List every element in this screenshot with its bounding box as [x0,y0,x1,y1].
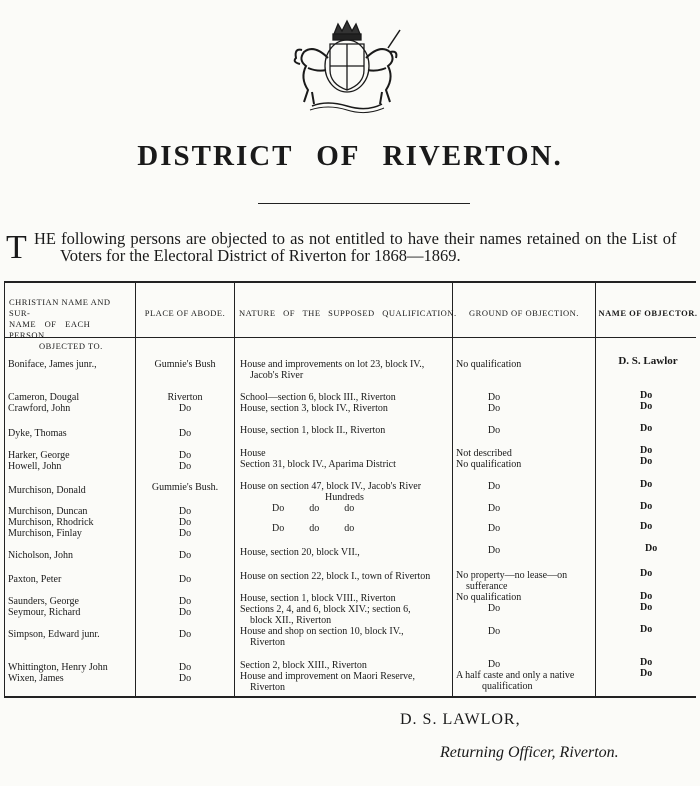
cell-objector: Do [640,401,653,412]
cell-objector: Do [640,668,653,679]
cell-qualification: Section 2, block XIII., Riverton [240,660,367,671]
cell-abode: Do [178,517,192,528]
cell-objector: Do [640,456,653,467]
header-name-line: NAME OF EACH PERSON [9,319,91,340]
header-name-line: OBJECTED TO. [39,341,103,351]
cell-abode: Gumnie's Bush [154,359,216,370]
cell-name: Simpson, Edward junr. [8,629,100,640]
cell-ground: Do [487,392,501,403]
intro-line-2: Voters for the Electoral District of Riverton for 1868—1869. [60,246,461,265]
cell-qualification: block XII., Riverton [250,615,332,626]
cell-name: Nicholson, John [8,550,73,561]
cell-ground: Do [487,626,501,637]
cell-ground: Do [487,659,501,670]
cell-qualification: House and shop on section 10, block IV., [240,626,404,637]
cell-name: Cameron, Dougal [8,392,80,403]
cell-name: Paxton, Peter [8,574,62,585]
cell-abode: Do [178,574,192,585]
cell-ground: sufferance [466,581,508,592]
signature-title: Returning Officer, Riverton. [440,744,619,761]
cell-abode: Do [178,629,192,640]
column-divider [452,283,453,696]
cell-qualification: House and improvements on lot 23, block IV., [240,359,425,370]
cell-qualification: Riverton [250,682,285,693]
header-qualification: NATURE OF THE SUPPOSED QUALIFICATION. [239,308,457,318]
cell-abode: Do [178,428,192,439]
cell-ground: Do [487,503,501,514]
cell-name: Murchison, Duncan [8,506,88,517]
cell-ground: Do [487,545,501,556]
cell-abode: Do [178,673,192,684]
cell-objector: Do [645,543,658,554]
cell-name: Whittington, Henry John [8,662,108,673]
cell-abode: Riverton [167,392,203,403]
cell-name: Murchison, Finlay [8,528,82,539]
cell-qualification: Sections 2, 4, and 6, block XIV.; section 6, [240,604,411,615]
cell-qualification: Do do do [272,523,355,534]
cell-abode: Do [178,662,192,673]
cell-qualification: House, section 1, block II., Riverton [240,425,386,436]
header-ground: GROUND OF OBJECTION. [469,308,579,318]
cell-ground: No property—no lease—on [456,570,568,581]
cell-abode: Do [178,506,192,517]
title-divider [258,203,470,204]
cell-qualification: House [240,448,266,459]
royal-coat-of-arms [282,18,412,118]
cell-ground: A half caste and only a native [456,670,575,681]
cell-ground: Not described [456,448,512,459]
cell-objector: Do [640,390,653,401]
cell-qualification: Jacob's River [250,370,304,381]
cell-objector: Do [640,568,653,579]
cell-objector: Do [640,521,653,532]
cell-objector: D. S. Lawlor [618,355,678,367]
cell-name: Howell, John [8,461,62,472]
cell-abode: Do [178,596,192,607]
cell-ground: qualification [482,681,533,692]
cell-abode: Gummie's Bush. [151,482,219,493]
cell-abode: Do [178,528,192,539]
cell-qualification: House and improvement on Maori Reserve, [240,671,415,682]
cell-name: Boniface, James junr., [8,359,97,370]
cell-qualification: House on section 22, block I., town of Riverton [240,571,431,582]
cell-name: Wixen, James [8,673,64,684]
cell-name: Seymour, Richard [8,607,81,618]
header-name [9,297,133,352]
table-top-rule [4,281,696,283]
cell-qualification: Do do do [272,503,355,514]
cell-ground: Do [487,603,501,614]
cell-ground: No qualification [456,359,522,370]
cell-ground: Do [487,523,501,534]
intro-line-1: HE following persons are objected to as not entitled to have their names retained on the List of [34,229,677,248]
cell-qualification: School—section 6, block III., Riverton [240,392,396,403]
cell-objector: Do [640,657,653,668]
cell-ground: Do [487,425,501,436]
cell-objector: Do [640,423,653,434]
cell-objector: Do [640,479,653,490]
cell-ground: Do [487,481,501,492]
cell-objector: Do [640,591,653,602]
table-bottom-rule [4,696,696,698]
table-left-border [4,283,5,696]
intro-dropcap: T [6,229,27,266]
cell-objector: Do [640,602,653,613]
header-abode: PLACE OF ABODE. [144,308,226,318]
cell-qualification: House, section 1, block VIII., Riverton [240,593,396,604]
cell-abode: Do [178,607,192,618]
cell-name: Dyke, Thomas [8,428,67,439]
cell-ground: No qualification [456,459,522,470]
cell-qualification: Hundreds [325,492,364,503]
column-divider [234,283,235,696]
cell-name: Harker, George [8,450,70,461]
header-objector: NAME OF OBJECTOR. [598,308,698,318]
cell-name: Crawford, John [8,403,71,414]
header-name-line: CHRISTIAN NAME AND SUR- [9,297,111,318]
page-title: DISTRICT OF RIVERTON. [137,140,563,172]
cell-name: Murchison, Donald [8,485,86,496]
cell-objector: Do [640,624,653,635]
signature-name: D. S. LAWLOR, [400,711,521,728]
cell-objector: Do [640,445,653,456]
cell-abode: Do [178,550,192,561]
cell-objector: Do [640,501,653,512]
column-divider [595,283,596,696]
cell-name: Saunders, George [8,596,79,607]
cell-qualification: Riverton [250,637,285,648]
cell-qualification: House, section 20, block VII., [240,547,360,558]
cell-abode: Do [178,403,192,414]
cell-ground: No qualification [456,592,522,603]
cell-abode: Do [178,450,192,461]
cell-qualification: House on section 47, block IV., Jacob's River [240,481,422,492]
cell-abode: Do [178,461,192,472]
cell-ground: Do [487,403,501,414]
cell-qualification: Section 31, block IV., Aparima District [240,459,396,470]
cell-qualification: House, section 3, block IV., Riverton [240,403,388,414]
cell-name: Murchison, Rhodrick [8,517,94,528]
